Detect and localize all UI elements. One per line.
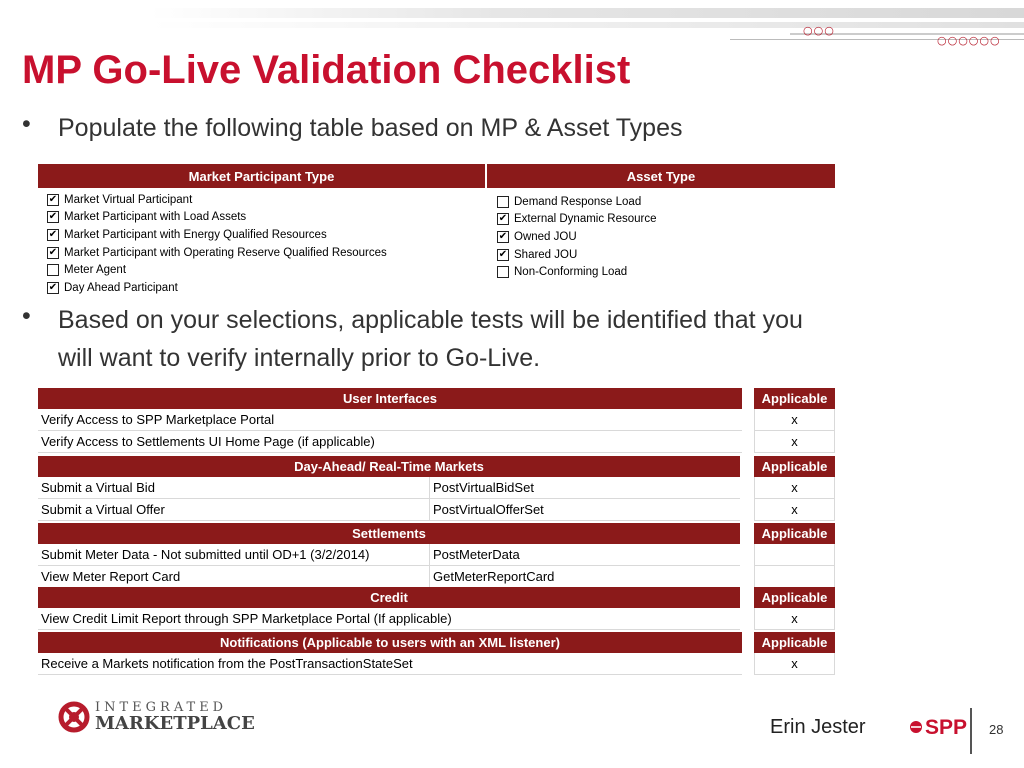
credit-section: [38, 587, 740, 630]
checkbox[interactable]: [47, 211, 59, 223]
applicable-header: Applicable: [754, 587, 835, 608]
test-name: Verify Access to SPP Marketplace Portal: [41, 412, 275, 427]
mp-type-label: Market Participant with Energy Qualified Resources: [64, 228, 327, 241]
checkbox[interactable]: [497, 231, 509, 243]
check-icon: ✔: [48, 193, 58, 205]
credit-header: Credit: [38, 587, 740, 608]
table-row: [38, 409, 742, 431]
mp-type-item[interactable]: [47, 244, 477, 262]
table-row: [38, 544, 740, 566]
header-separator: [485, 164, 487, 188]
table-row: [38, 566, 740, 588]
notifications-applicable-column: [754, 632, 835, 675]
mp-type-item[interactable]: [47, 209, 477, 227]
applicable-cell: x: [754, 608, 835, 630]
asset-type-item[interactable]: [497, 228, 827, 246]
check-icon: ✔: [48, 246, 58, 258]
applicable-cell: x: [754, 477, 835, 499]
spp-logo-text: SPP: [925, 716, 968, 739]
checkbox[interactable]: [497, 196, 509, 208]
header-swoosh-lower: [150, 22, 1024, 28]
table-row: [38, 653, 742, 675]
logo-integrated-text: INTEGRATED: [95, 700, 228, 715]
check-icon: ✔: [498, 213, 508, 225]
markets-header: Day-Ahead/ Real-Time Markets: [38, 456, 740, 477]
table-row: [38, 608, 740, 630]
slide-title: MP Go-Live Validation Checklist: [22, 48, 631, 92]
mp-type-label: Day Ahead Participant: [64, 281, 178, 294]
mp-type-item[interactable]: [47, 279, 477, 297]
credit-applicable-column: [754, 587, 835, 630]
asset-type-label: External Dynamic Resource: [514, 213, 657, 226]
service-name: PostMeterData: [433, 547, 520, 562]
applicable-header: Applicable: [754, 523, 835, 544]
presenter-name: Erin Jester: [770, 716, 866, 738]
mp-type-label: Market Participant with Operating Reserve Qualified Resources: [64, 246, 387, 259]
check-icon: ✔: [48, 281, 58, 293]
checkbox[interactable]: [497, 249, 509, 261]
applicable-header: Applicable: [754, 388, 835, 409]
asset-type-label: Shared JOU: [514, 248, 578, 261]
asset-type-item[interactable]: [497, 263, 827, 281]
markets-section: [38, 456, 740, 521]
table-row: [38, 499, 740, 521]
bullet-marker: •: [22, 302, 31, 330]
markets-applicable-column: [754, 456, 835, 521]
check-icon: ✔: [498, 248, 508, 260]
test-name: Verify Access to Settlements UI Home Page (if applicable): [41, 434, 375, 449]
checkbox[interactable]: [47, 264, 59, 276]
applicable-header: Applicable: [754, 456, 835, 477]
applicable-cell: x: [754, 431, 835, 453]
test-name: Submit Meter Data - Not submitted until OD+1 (3/2/2014): [38, 544, 430, 565]
applicable-header: Applicable: [754, 632, 835, 653]
applicable-cell: x: [754, 409, 835, 431]
asset-type-item[interactable]: [497, 211, 827, 229]
mp-type-header: Market Participant Type: [38, 164, 485, 188]
user-interfaces-applicable-column: [754, 388, 835, 453]
mp-type-label: Market Participant with Load Assets: [64, 211, 247, 224]
checkbox[interactable]: [47, 282, 59, 294]
header-swoosh: [150, 8, 1024, 18]
applicable-cell: [754, 544, 835, 566]
header-dots-large: ○○○○○○: [937, 34, 1001, 47]
checkbox[interactable]: [47, 229, 59, 241]
bullet-applicable-tests-line1: Based on your selections, applicable tests will be identified that you: [58, 306, 803, 334]
page-number: 28: [989, 722, 1004, 737]
mp-type-list: [47, 191, 477, 297]
checkbox[interactable]: [47, 247, 59, 259]
service-name: GetMeterReportCard: [433, 569, 555, 584]
notifications-header: Notifications (Applicable to users with an XML listener): [38, 632, 742, 653]
asset-type-label: Owned JOU: [514, 230, 577, 243]
service-name: PostVirtualOfferSet: [433, 502, 544, 517]
test-name: View Credit Limit Report through SPP Marketplace Portal (If applicable): [41, 611, 452, 626]
table-row: [38, 431, 742, 453]
check-icon: ✔: [48, 228, 58, 240]
test-name: View Meter Report Card: [38, 566, 430, 587]
test-name: Receive a Markets notification from the PostTransactionStateSet: [41, 656, 413, 671]
checkbox[interactable]: [497, 213, 509, 225]
mp-type-item[interactable]: [47, 226, 477, 244]
asset-type-label: Non-Conforming Load: [514, 266, 628, 279]
test-name: Submit a Virtual Bid: [38, 477, 430, 498]
header-dots-small: ○○○: [803, 24, 835, 37]
mp-type-label: Market Virtual Participant: [64, 193, 193, 206]
applicable-cell: x: [754, 499, 835, 521]
footer-divider: [970, 708, 972, 754]
check-icon: ✔: [48, 211, 58, 223]
asset-type-item[interactable]: [497, 246, 827, 264]
settlements-header: Settlements: [38, 523, 740, 544]
user-interfaces-section: [38, 388, 742, 453]
logo-marketplace-text: MARKETPLACE: [95, 713, 255, 734]
settlements-section: [38, 523, 740, 588]
mp-type-item[interactable]: [47, 191, 477, 209]
bullet-populate-table: Populate the following table based on MP & Asset Types: [58, 114, 683, 142]
applicable-cell: x: [754, 653, 835, 675]
mp-type-label: Meter Agent: [64, 264, 127, 277]
asset-type-item[interactable]: [497, 193, 827, 211]
user-interfaces-header: User Interfaces: [38, 388, 742, 409]
asset-type-header: Asset Type: [487, 164, 835, 188]
asset-type-label: Demand Response Load: [514, 195, 642, 208]
table-row: [38, 477, 740, 499]
applicable-cell: [754, 566, 835, 588]
bullet-applicable-tests-line2: will want to verify internally prior to Go-Live.: [58, 344, 541, 372]
settlements-applicable-column: [754, 523, 835, 588]
integrated-marketplace-logo-icon: [58, 701, 90, 733]
test-name: Submit a Virtual Offer: [38, 499, 430, 520]
check-icon: ✔: [498, 230, 508, 242]
notifications-section: [38, 632, 742, 675]
checkbox[interactable]: [47, 194, 59, 206]
bullet-marker: •: [22, 110, 31, 138]
checkbox[interactable]: [497, 266, 509, 278]
asset-type-list: [497, 193, 827, 281]
spp-logo-icon: [908, 719, 924, 735]
mp-type-item[interactable]: [47, 261, 477, 279]
service-name: PostVirtualBidSet: [433, 480, 534, 495]
